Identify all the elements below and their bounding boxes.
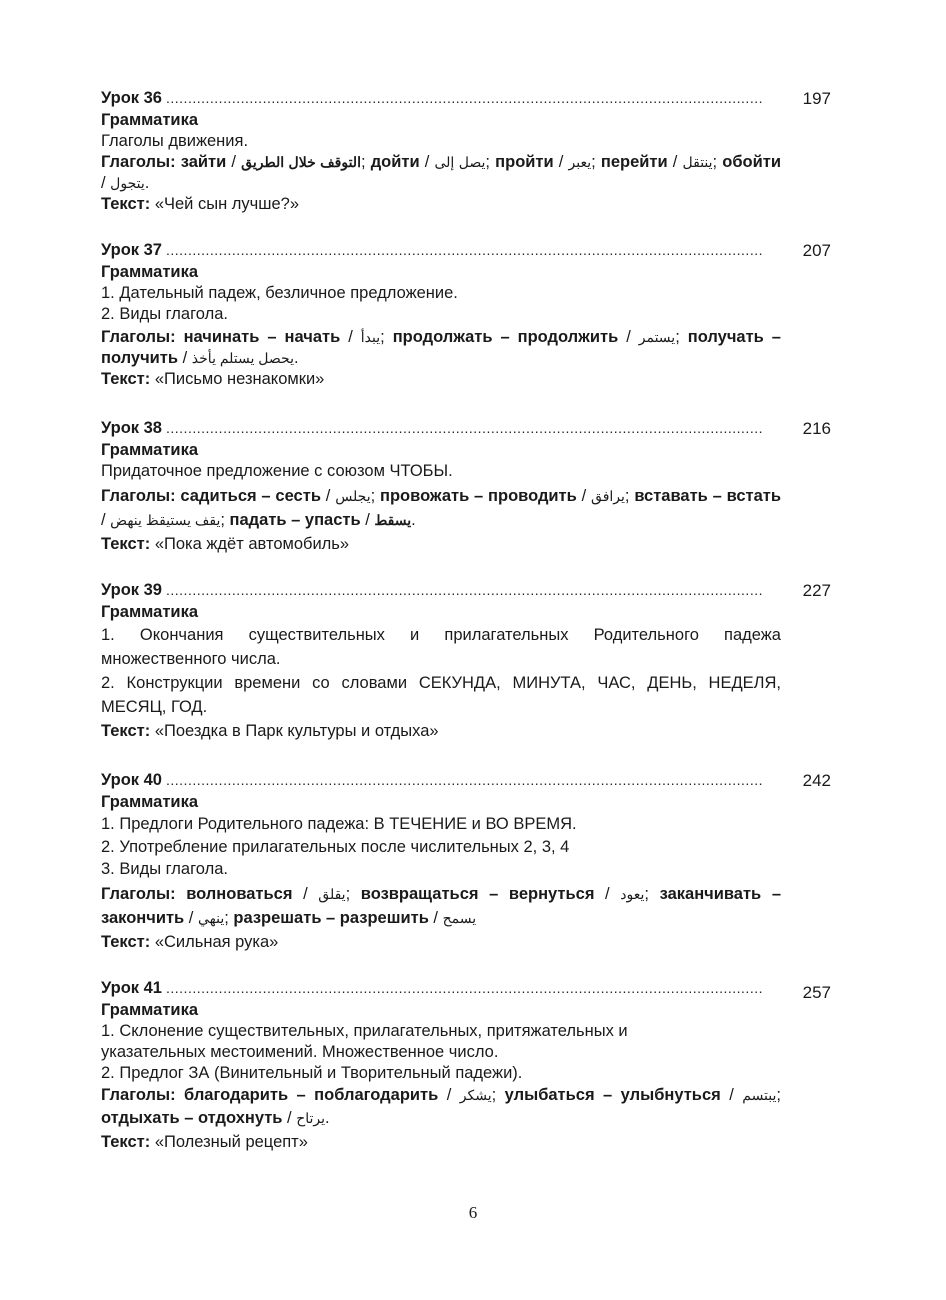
verb-ar: يستمر xyxy=(638,329,676,345)
verb-ar: يبتسم xyxy=(742,1087,777,1103)
text-title: «Письмо незнакомки» xyxy=(154,370,325,388)
lesson-heading xyxy=(101,418,781,440)
verb-ru: продолжать – продолжить xyxy=(392,328,619,346)
verb-ar: يرافق xyxy=(591,488,625,504)
verb-ar: يجلس xyxy=(335,488,371,504)
verbs-label: Глаголы: xyxy=(101,153,176,171)
verb-ru: благодарить – поблагодарить xyxy=(184,1086,439,1104)
grammar-item: 1. Склонение существительных, прилагательных, притяжательных и указательных местоимений. Множественное число. xyxy=(101,1022,628,1061)
lesson-heading xyxy=(101,978,781,1000)
grammar-item: Глаголы движения. xyxy=(101,132,249,150)
verb-ar: يصل إلى xyxy=(434,154,486,170)
leader-dots xyxy=(166,580,763,601)
lesson-title[interactable]: Урок 39 xyxy=(101,581,162,599)
lesson-title[interactable]: Урок 41 xyxy=(101,979,162,997)
verb-ar: التوقف خلال الطريق xyxy=(241,154,361,170)
text-title: «Чей сын лучше?» xyxy=(154,195,300,213)
grammar-label: Грамматика xyxy=(101,111,199,129)
verb-ar: يسمح xyxy=(442,910,477,926)
grammar-item: 3. Виды глагола. xyxy=(101,860,228,878)
verbs-label: Глаголы: xyxy=(101,487,176,505)
verb-ar: ينهي xyxy=(197,910,225,926)
lesson-page-number: 216 xyxy=(802,419,831,438)
verb-ru: зайти xyxy=(180,153,227,171)
lesson-heading xyxy=(101,770,781,792)
text-title: «Пока ждёт автомобиль» xyxy=(154,535,350,553)
verb-ar: يشكر xyxy=(459,1087,492,1103)
lesson-heading xyxy=(101,580,781,602)
leader-dots xyxy=(166,770,763,791)
verbs-label: Глаголы: xyxy=(101,885,176,903)
verb-ru: улыбаться – улыбнуться xyxy=(504,1086,721,1104)
verb-ar: يقلق xyxy=(318,886,346,902)
verbs-label: Глаголы: xyxy=(101,1086,176,1104)
lesson-title[interactable]: Урок 37 xyxy=(101,241,162,259)
grammar-item: 1. Окончания существительных и прилагательных Родительного падежа множественного числа. xyxy=(101,626,781,668)
grammar-item: 1. Предлоги Родительного падежа: В ТЕЧЕНИЕ и ВО ВРЕМЯ. xyxy=(101,815,577,833)
grammar-item: 2. Виды глагола. xyxy=(101,305,228,323)
verb-ar: يبدأ xyxy=(360,329,381,345)
verb-ru: вставать – встать xyxy=(634,487,781,505)
leader-dots xyxy=(166,88,763,109)
verb-ru: провожать – проводить xyxy=(380,487,577,505)
verb-ar: يعود xyxy=(620,886,645,902)
lesson-heading xyxy=(101,240,781,262)
verbs-list: Глаголы: садиться – сесть / يجلس; провожать – проводить / يرافق; вставать – встать / يقف يستيقظ ينهض; падать – упасть / يسقط. xyxy=(101,487,781,529)
lesson-38 xyxy=(101,418,831,556)
verbs-list: Глаголы: волноваться / يقلق; возвращаться – вернуться / يعود; заканчивать – закончить / ينهي; разрешать – разрешить / يسمح xyxy=(101,885,781,927)
verb-ru: падать – упасть xyxy=(229,511,361,529)
grammar-label: Грамматика xyxy=(101,603,199,621)
grammar-label: Грамматика xyxy=(101,1001,199,1019)
page-number: 6 xyxy=(468,1203,478,1222)
verb-ar: يسقط xyxy=(374,512,412,528)
verbs-list: Глаголы: начинать – начать / يبدأ; продолжать – продолжить / يستمر; получать – получить / يحصل يستلم يأخذ. xyxy=(101,328,781,367)
verb-ru: заканчивать – закончить xyxy=(101,885,781,927)
verb-ru: получать – получить xyxy=(101,328,781,367)
verb-ru: пройти xyxy=(495,153,554,171)
text-label: Текст: xyxy=(101,1133,151,1151)
lesson-page-number: 197 xyxy=(802,89,831,108)
leader-dots xyxy=(166,418,763,439)
lesson-41 xyxy=(101,978,831,1154)
grammar-label: Грамматика xyxy=(101,441,199,459)
leader-dots xyxy=(166,240,763,261)
lesson-39 xyxy=(101,580,831,743)
verb-ru: садиться – сесть xyxy=(180,487,321,505)
grammar-item: 2. Употребление прилагательных после числительных 2, 3, 4 xyxy=(101,838,570,856)
grammar-item: 1. Дательный падеж, безличное предложение. xyxy=(101,284,458,302)
text-label: Текст: xyxy=(101,933,151,951)
verb-ar: يرتاح xyxy=(296,1110,326,1126)
grammar-label: Грамматика xyxy=(101,793,199,811)
text-label: Текст: xyxy=(101,535,151,553)
text-line xyxy=(101,1130,831,1154)
verb-ar: يحصل يستلم يأخذ xyxy=(191,350,294,366)
verb-ar: يتجول xyxy=(110,175,145,191)
lesson-title[interactable]: Урок 38 xyxy=(101,419,162,437)
verb-ar: ينتقل xyxy=(682,154,713,170)
grammar-item: 2. Предлог ЗА (Винительный и Творительный падежи). xyxy=(101,1064,523,1082)
leader-dots xyxy=(166,978,763,999)
verb-ar: يقف يستيقظ ينهض xyxy=(110,512,221,528)
lesson-heading xyxy=(101,88,781,110)
lesson-page-number: 227 xyxy=(802,581,831,600)
verbs-list: Глаголы: зайти / التوقف خلال الطريق; дойти / يصل إلى; пройти / يعبر; перейти / ينتقل; обойти / يتجول. xyxy=(101,153,781,192)
text-title: «Полезный рецепт» xyxy=(154,1133,308,1151)
lesson-title[interactable]: Урок 40 xyxy=(101,771,162,789)
verb-ru: возвращаться – вернуться xyxy=(360,885,595,903)
text-title: «Сильная рука» xyxy=(154,933,279,951)
verb-ru: обойти xyxy=(722,153,781,171)
text-label: Текст: xyxy=(101,370,151,388)
text-line xyxy=(101,930,831,954)
verbs-list: Глаголы: благодарить – поблагодарить / يشكر; улыбаться – улыбнуться / يبتسم; отдыхать – отдохнуть / يرتاح. xyxy=(101,1086,781,1127)
text-label: Текст: xyxy=(101,722,151,740)
lesson-37 xyxy=(101,240,831,390)
verb-ru: волноваться xyxy=(186,885,293,903)
text-line xyxy=(101,532,831,556)
lesson-page-number: 207 xyxy=(802,241,831,260)
verb-ru: разрешать – разрешить xyxy=(233,909,429,927)
text-title: «Поездка в Парк культуры и отдыха» xyxy=(154,722,439,740)
grammar-item: Придаточное предложение с союзом ЧТОБЫ. xyxy=(101,462,453,480)
grammar-label: Грамматика xyxy=(101,263,199,281)
text-line xyxy=(101,369,831,390)
grammar-item: 2. Конструкции времени со словами СЕКУНДА, МИНУТА, ЧАС, ДЕНЬ, НЕДЕЛЯ, МЕСЯЦ, ГОД. xyxy=(101,674,781,716)
text-label: Текст: xyxy=(101,195,151,213)
lesson-36 xyxy=(101,88,831,215)
lesson-page-number: 242 xyxy=(802,771,831,790)
text-line xyxy=(101,719,831,743)
lesson-40 xyxy=(101,770,831,954)
lesson-page-number: 257 xyxy=(802,983,831,1002)
verbs-label: Глаголы: xyxy=(101,328,176,346)
text-line xyxy=(101,194,831,215)
verb-ru: перейти xyxy=(600,153,668,171)
verb-ar: يعبر xyxy=(568,154,592,170)
lesson-title[interactable]: Урок 36 xyxy=(101,89,162,107)
verb-ru: дойти xyxy=(370,153,420,171)
verb-ru: начинать – начать xyxy=(183,328,341,346)
verb-ru: отдыхать – отдохнуть xyxy=(101,1109,283,1127)
